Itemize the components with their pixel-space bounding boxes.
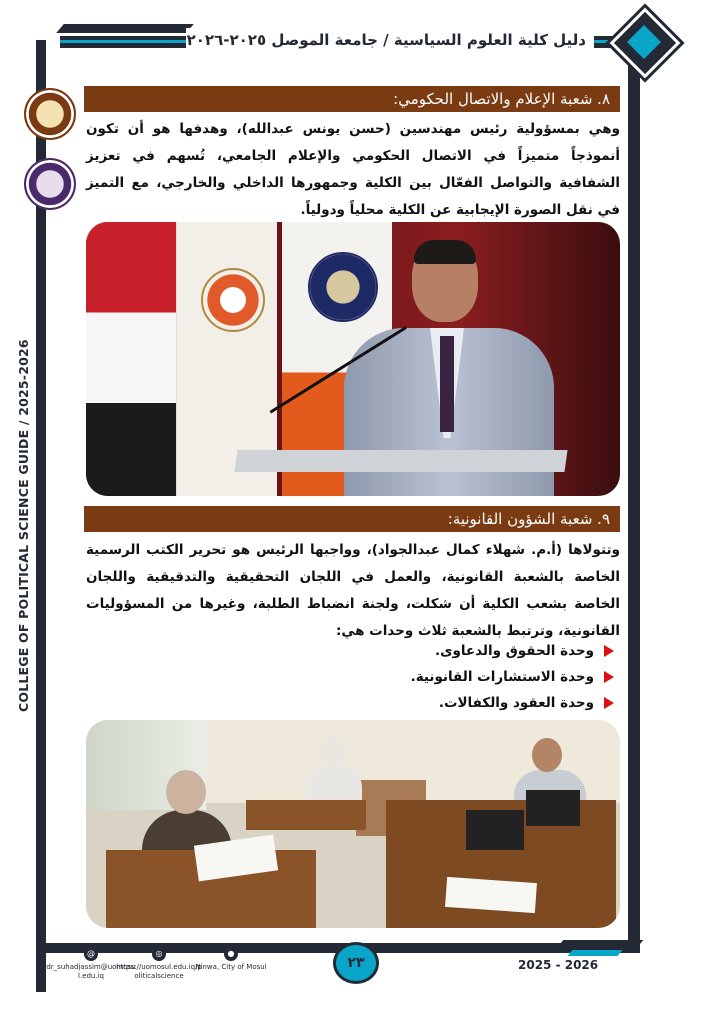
staff-head: [532, 738, 562, 772]
list-item: [86, 664, 620, 690]
footer-email-text: dr_suhadjassim@uomosul.edu.iq: [46, 963, 136, 980]
podium: [234, 450, 567, 472]
office-photo: [86, 720, 620, 928]
staff-head: [166, 770, 206, 814]
side-guide-label: COLLEGE OF POLITICAL SCIENCE GUIDE / 2025-2026: [16, 339, 31, 712]
bullet-triangle-icon: [604, 697, 614, 709]
section-8-paragraph: وهي بمسؤولية رئيس مهندسين (حسن يونس عبدالله)، وهدفها هو أن تكون أنموذجاً متميزاً في الاتصال الحكومي والإعلام الجامعي، تُسهم في تعزيز الشفافية والتواصل الفعّال بين الكلية وجمهورها الداخلي والخارجي، مع التميز في نقل الصورة الإيجابية عن الكلية محلياً ودولياً.: [86, 121, 620, 218]
location-pin-icon: ●: [224, 947, 238, 961]
bullet-triangle-icon: [604, 671, 614, 683]
email-icon: @: [84, 947, 98, 961]
ministry-emblem: [201, 268, 265, 332]
legal-units-list: [86, 638, 620, 716]
footer-location-text: Ninwa, City of Mosul: [195, 963, 267, 971]
unit-label: وحدة الحقوق والدعاوى.: [434, 643, 594, 659]
section-8-heading: ٨. شعبة الإعلام والاتصال الحكومي:: [84, 86, 620, 112]
footer-location: [186, 947, 276, 972]
college-logo-icon: [24, 88, 76, 140]
computer-monitor: [466, 810, 524, 850]
staff-head: [318, 736, 346, 768]
header-stripe-dark: [56, 24, 194, 33]
desk-papers: [445, 877, 537, 913]
footer-stripe-accent: [567, 950, 622, 956]
list-item: [86, 690, 620, 716]
globe-icon: ◎: [152, 947, 166, 961]
footer-year: 2025 - 2026: [518, 958, 599, 972]
iraq-flag: [86, 222, 186, 496]
unit-label: وحدة العقود والكفالات.: [438, 695, 594, 711]
speaker-tie: [440, 336, 454, 432]
bullet-triangle-icon: [604, 645, 614, 657]
computer-monitor: [526, 790, 580, 826]
office-desk: [246, 800, 366, 830]
page-header-title: دليل كلية العلوم السياسية / جامعة الموصل ٢٠٢٥-٢٠٢٦: [186, 31, 586, 49]
speaker-photo: [86, 222, 620, 496]
section-9-heading: ٩. شعبة الشؤون القانونية:: [84, 506, 620, 532]
speaker-hair: [414, 240, 476, 264]
footer-stripe-dark: [557, 940, 644, 948]
list-item: [86, 638, 620, 664]
unit-label: وحدة الاستشارات القانونية.: [410, 669, 594, 685]
frame-right: [628, 48, 640, 948]
university-logo-icon: [24, 158, 76, 210]
footer-website-text: https://uomosul.edu.iq/politicalscience: [116, 963, 202, 980]
page-number: ٢٣: [333, 942, 379, 984]
section-9-paragraph: وتتولاها (أ.م. شهلاء كمال عبدالجواد)، وواجبها الرئيس هو تحرير الكتب الرسمية الخاصة بالشعبة القانونية، والعمل في اللجان التحقيقية والتدقيقية واللجان الخاصة بشعب الكلية أن شكلت، ولجنة انضباط الطلبة، وغيرها من المسؤوليات القانونية، وترتبط بالشعبة ثلاث وحدات هي:: [86, 542, 620, 639]
